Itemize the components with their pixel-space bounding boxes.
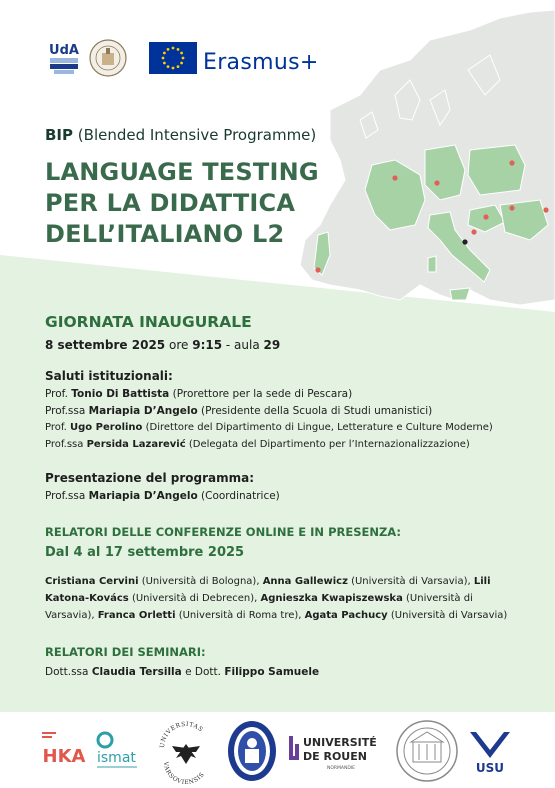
eu-flag-logo: [149, 42, 197, 74]
saluti-name: Ugo Perolino: [70, 422, 143, 433]
inaugural-date: 8 settembre 2025: [45, 338, 166, 352]
seminari-mid: e Dott.: [185, 666, 221, 678]
seminari-name: Claudia Tersilla: [91, 666, 182, 678]
relatori-line: [45, 576, 491, 587]
presentazione-line: [45, 490, 280, 502]
saluti-role: (Presidente della Scuola di Studi umanistici): [201, 405, 433, 417]
saluti-name: Mariapia D’Angelo: [88, 405, 198, 417]
relatore-name: Lili: [473, 576, 491, 587]
relatori-line: [45, 610, 507, 621]
saluti-item: [45, 405, 432, 417]
usu-text: USU: [475, 761, 505, 775]
inaugural-when: [45, 338, 280, 352]
bip-subtitle: [45, 126, 316, 144]
inaugural-aula-sep: - aula: [225, 338, 260, 352]
ismat-logo: [93, 728, 143, 774]
presentazione-role: (Coordinatrice): [201, 490, 280, 502]
saluti-title: Prof.ssa: [45, 405, 86, 417]
saluti-title: Prof.ssa: [45, 439, 84, 450]
relatore-affiliation: (Università di: [402, 593, 473, 604]
saluti-name: Tonio Di Battista: [71, 388, 170, 400]
relatore-affiliation: Varsavia),: [45, 610, 98, 621]
hka-logo: [40, 730, 85, 772]
bip-rest: (Blended Intensive Programme): [77, 126, 317, 144]
relatore-name: Cristiana Cervini: [45, 576, 139, 587]
seminari-title: Dott.ssa: [45, 666, 89, 678]
title-line: DELL’ITALIANO L2: [45, 220, 285, 248]
relatori-seminari-heading: RELATORI DEI SEMINARI:: [45, 645, 206, 659]
saluti-item: [45, 422, 493, 433]
presentazione-title: Prof.ssa: [45, 490, 86, 502]
relatore-affiliation: (Università di Varsavia),: [347, 576, 474, 587]
inaugural-time: 9:15: [192, 338, 223, 352]
inaugural-ore: ore: [168, 338, 189, 352]
relatore-name: Anna Gallewicz: [262, 576, 348, 587]
universite-de-rouen-logo: [287, 730, 387, 774]
relatore-affiliation: (Università di Debrecen),: [128, 593, 261, 604]
rouen-line-1: UNIVERSITÉ: [303, 736, 377, 749]
saluti-item: [45, 439, 470, 450]
relatore-affiliation: (Università di Varsavia): [387, 610, 508, 621]
saluti-role: (Direttore del Dipartimento di Lingue, Letterature e Culture Moderne): [145, 422, 493, 433]
bip-bold: BIP: [45, 126, 74, 144]
saluti-item: [45, 388, 352, 400]
relatori-line: [45, 593, 473, 604]
saluti-title: Prof.: [45, 388, 68, 400]
university-seal-blue-logo: [226, 719, 278, 783]
warsaw-university-logo: [158, 718, 214, 784]
relatore-name: Agata Pachucy: [304, 610, 388, 621]
inaugural-heading: GIORNATA INAUGURALE: [45, 313, 252, 331]
presentazione-name: Mariapia D’Angelo: [88, 490, 198, 502]
relatore-name: Katona-Kovács: [45, 593, 129, 604]
page-title: [45, 157, 345, 250]
rouen-line-3: NORMANDIE: [327, 766, 355, 771]
saluti-role: (Prorettore per la sede di Pescara): [172, 388, 353, 400]
inaugural-aula: 29: [263, 338, 281, 352]
saluti-title: Prof.: [45, 422, 67, 433]
presentazione-heading: Presentazione del programma:: [45, 471, 254, 485]
relatore-affiliation: (Università di Roma tre),: [175, 610, 305, 621]
saluti-name: Persida Lazarević: [86, 439, 186, 450]
svg-text:UNIVERSITAS: [159, 721, 205, 748]
svg-text:VARSOVIENSIS: [162, 760, 206, 784]
hka-text: HKA: [42, 746, 85, 767]
relatori-conferenze-dates: Dal 4 al 17 settembre 2025: [45, 545, 245, 560]
saluti-heading: Saluti istituzionali:: [45, 369, 173, 383]
relatore-affiliation: (Università di Bologna),: [138, 576, 263, 587]
title-line: PER LA DIDATTICA: [45, 189, 296, 217]
seminari-name: Filippo Samuele: [224, 666, 320, 678]
relatore-name: Agnieszka Kwapiszewska: [260, 593, 403, 604]
usu-logo: [466, 728, 514, 776]
debrecen-university-seal-logo: [395, 718, 459, 784]
relatori-seminari-line: [45, 666, 319, 678]
title-line: LANGUAGE TESTING: [45, 158, 319, 186]
relatori-conferenze-heading: RELATORI DELLE CONFERENZE ONLINE E IN PRESENZA:: [45, 525, 402, 539]
universitas-text: UNIVERSITAS: [158, 720, 205, 749]
relatore-name: Franca Orletti: [97, 610, 176, 621]
ismat-text: ismat: [97, 750, 136, 766]
uda-logo-text: UdA: [49, 43, 79, 58]
varsoviensis-text: VARSOVIENSIS: [161, 761, 207, 784]
department-seal-logo: [88, 38, 128, 78]
rouen-line-2: DE ROUEN: [303, 750, 367, 763]
uda-logo: [44, 38, 84, 78]
erasmus-plus-label: Erasmus+: [203, 50, 319, 75]
saluti-role: (Delegata del Dipartimento per l’Internazionalizzazione): [188, 439, 470, 450]
